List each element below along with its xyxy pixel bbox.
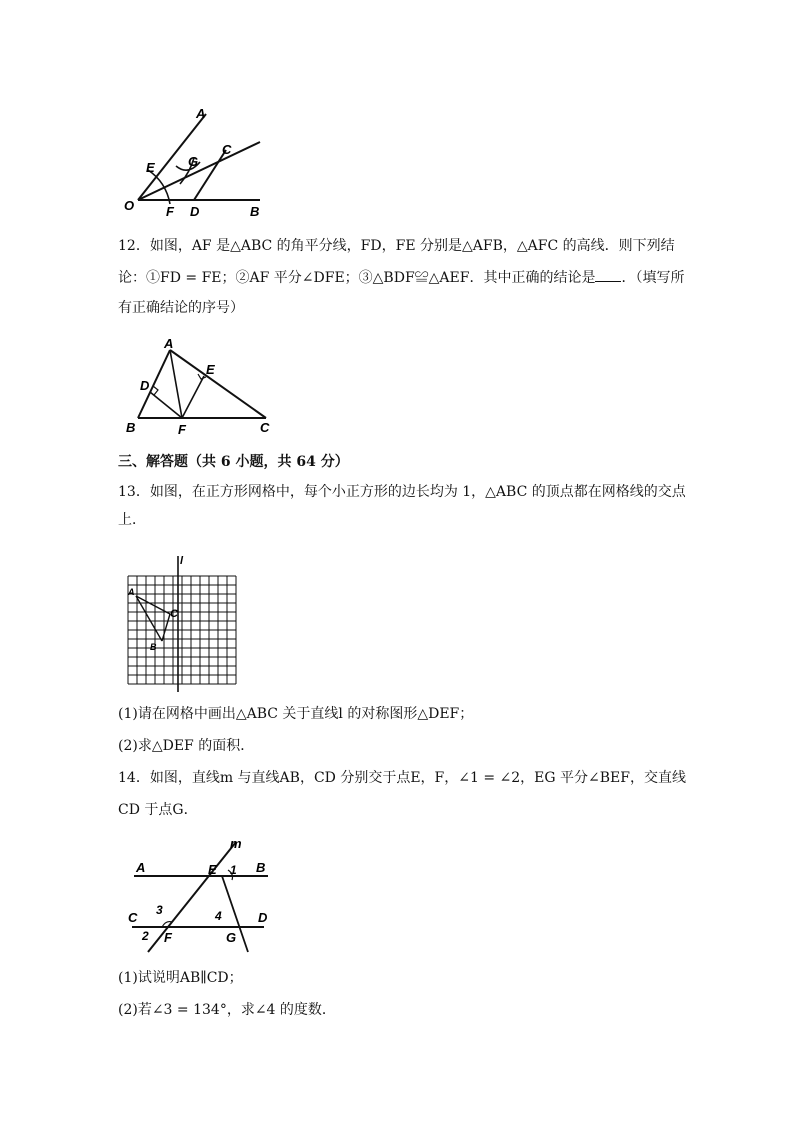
triangle-abc-figure [118,338,278,434]
q12-line3: 有正确结论的序号） [118,300,244,316]
q12-line2-tail: ．（填写所 [621,270,685,286]
label-B: B [250,204,260,219]
q12-line2 [118,268,685,288]
q14-line2: CD 于点G． [118,802,198,818]
label-G: G [226,930,237,945]
label-E: E [146,160,155,175]
label-B: B [256,860,266,875]
label-C: C [128,910,138,925]
label-3: 3 [156,903,163,917]
label-B: B [126,420,136,434]
q13-part2: (2)求△DEF 的面积． [118,738,255,754]
q13-part1: (1)请在网格中画出△ABC 关于直线l 的对称图形△DEF； [118,706,474,722]
label-A: A [164,338,174,351]
parallel-lines-figure [118,834,278,958]
label-m: m [230,836,242,851]
q13-line1: 13．如图，在正方形网格中，每个小正方形的边长均为 1，△ABC 的顶点都在网格线的交点 [118,484,686,500]
answer-blank[interactable] [595,269,621,282]
square-grid-figure [118,552,238,694]
label-F: F [164,930,172,945]
label-E: E [206,362,215,377]
label-A: A [136,860,146,875]
label-l: l [180,555,184,567]
label-1: 1 [230,863,237,877]
label-A: A [128,587,135,597]
label-C: C [260,420,270,434]
section-title: 三、解答题（共 6 小题，共 64 分） [118,454,349,470]
label-A: A [196,106,206,121]
q14-part1: (1)试说明AB∥CD； [118,970,243,986]
label-O: O [124,198,135,213]
label-D: D [258,910,268,925]
label-F: F [178,422,186,434]
label-B: B [150,642,157,652]
q14-line1: 14．如图，直线m 与直线AB，CD 分别交于点E，F，∠1 = ∠2，EG 平分∠BEF，交直线 [118,770,686,786]
q12-line2-text: 论：①FD = FE；②AF 平分∠DFE；③△BDF≌△AEF．其中正确的结论是 [118,270,596,286]
label-2: 2 [142,929,149,943]
q12-line1: 12．如图，AF 是△ABC 的角平分线，FD，FE 分别是△AFB，△AFC 的高线．则下列结 [118,238,675,254]
label-C: C [222,142,232,157]
label-D: D [140,378,150,393]
label-4: 4 [215,909,222,923]
label-F: F [166,204,174,219]
label-D: D [190,204,200,219]
label-E: E [208,862,217,877]
label-G: G [188,154,199,169]
q14-part2: (2)若∠3 = 134°，求∠4 的度数． [118,1002,336,1018]
q13-line2: 上． [118,512,146,528]
angle-construction-figure [118,100,278,222]
label-C: C [170,608,178,620]
